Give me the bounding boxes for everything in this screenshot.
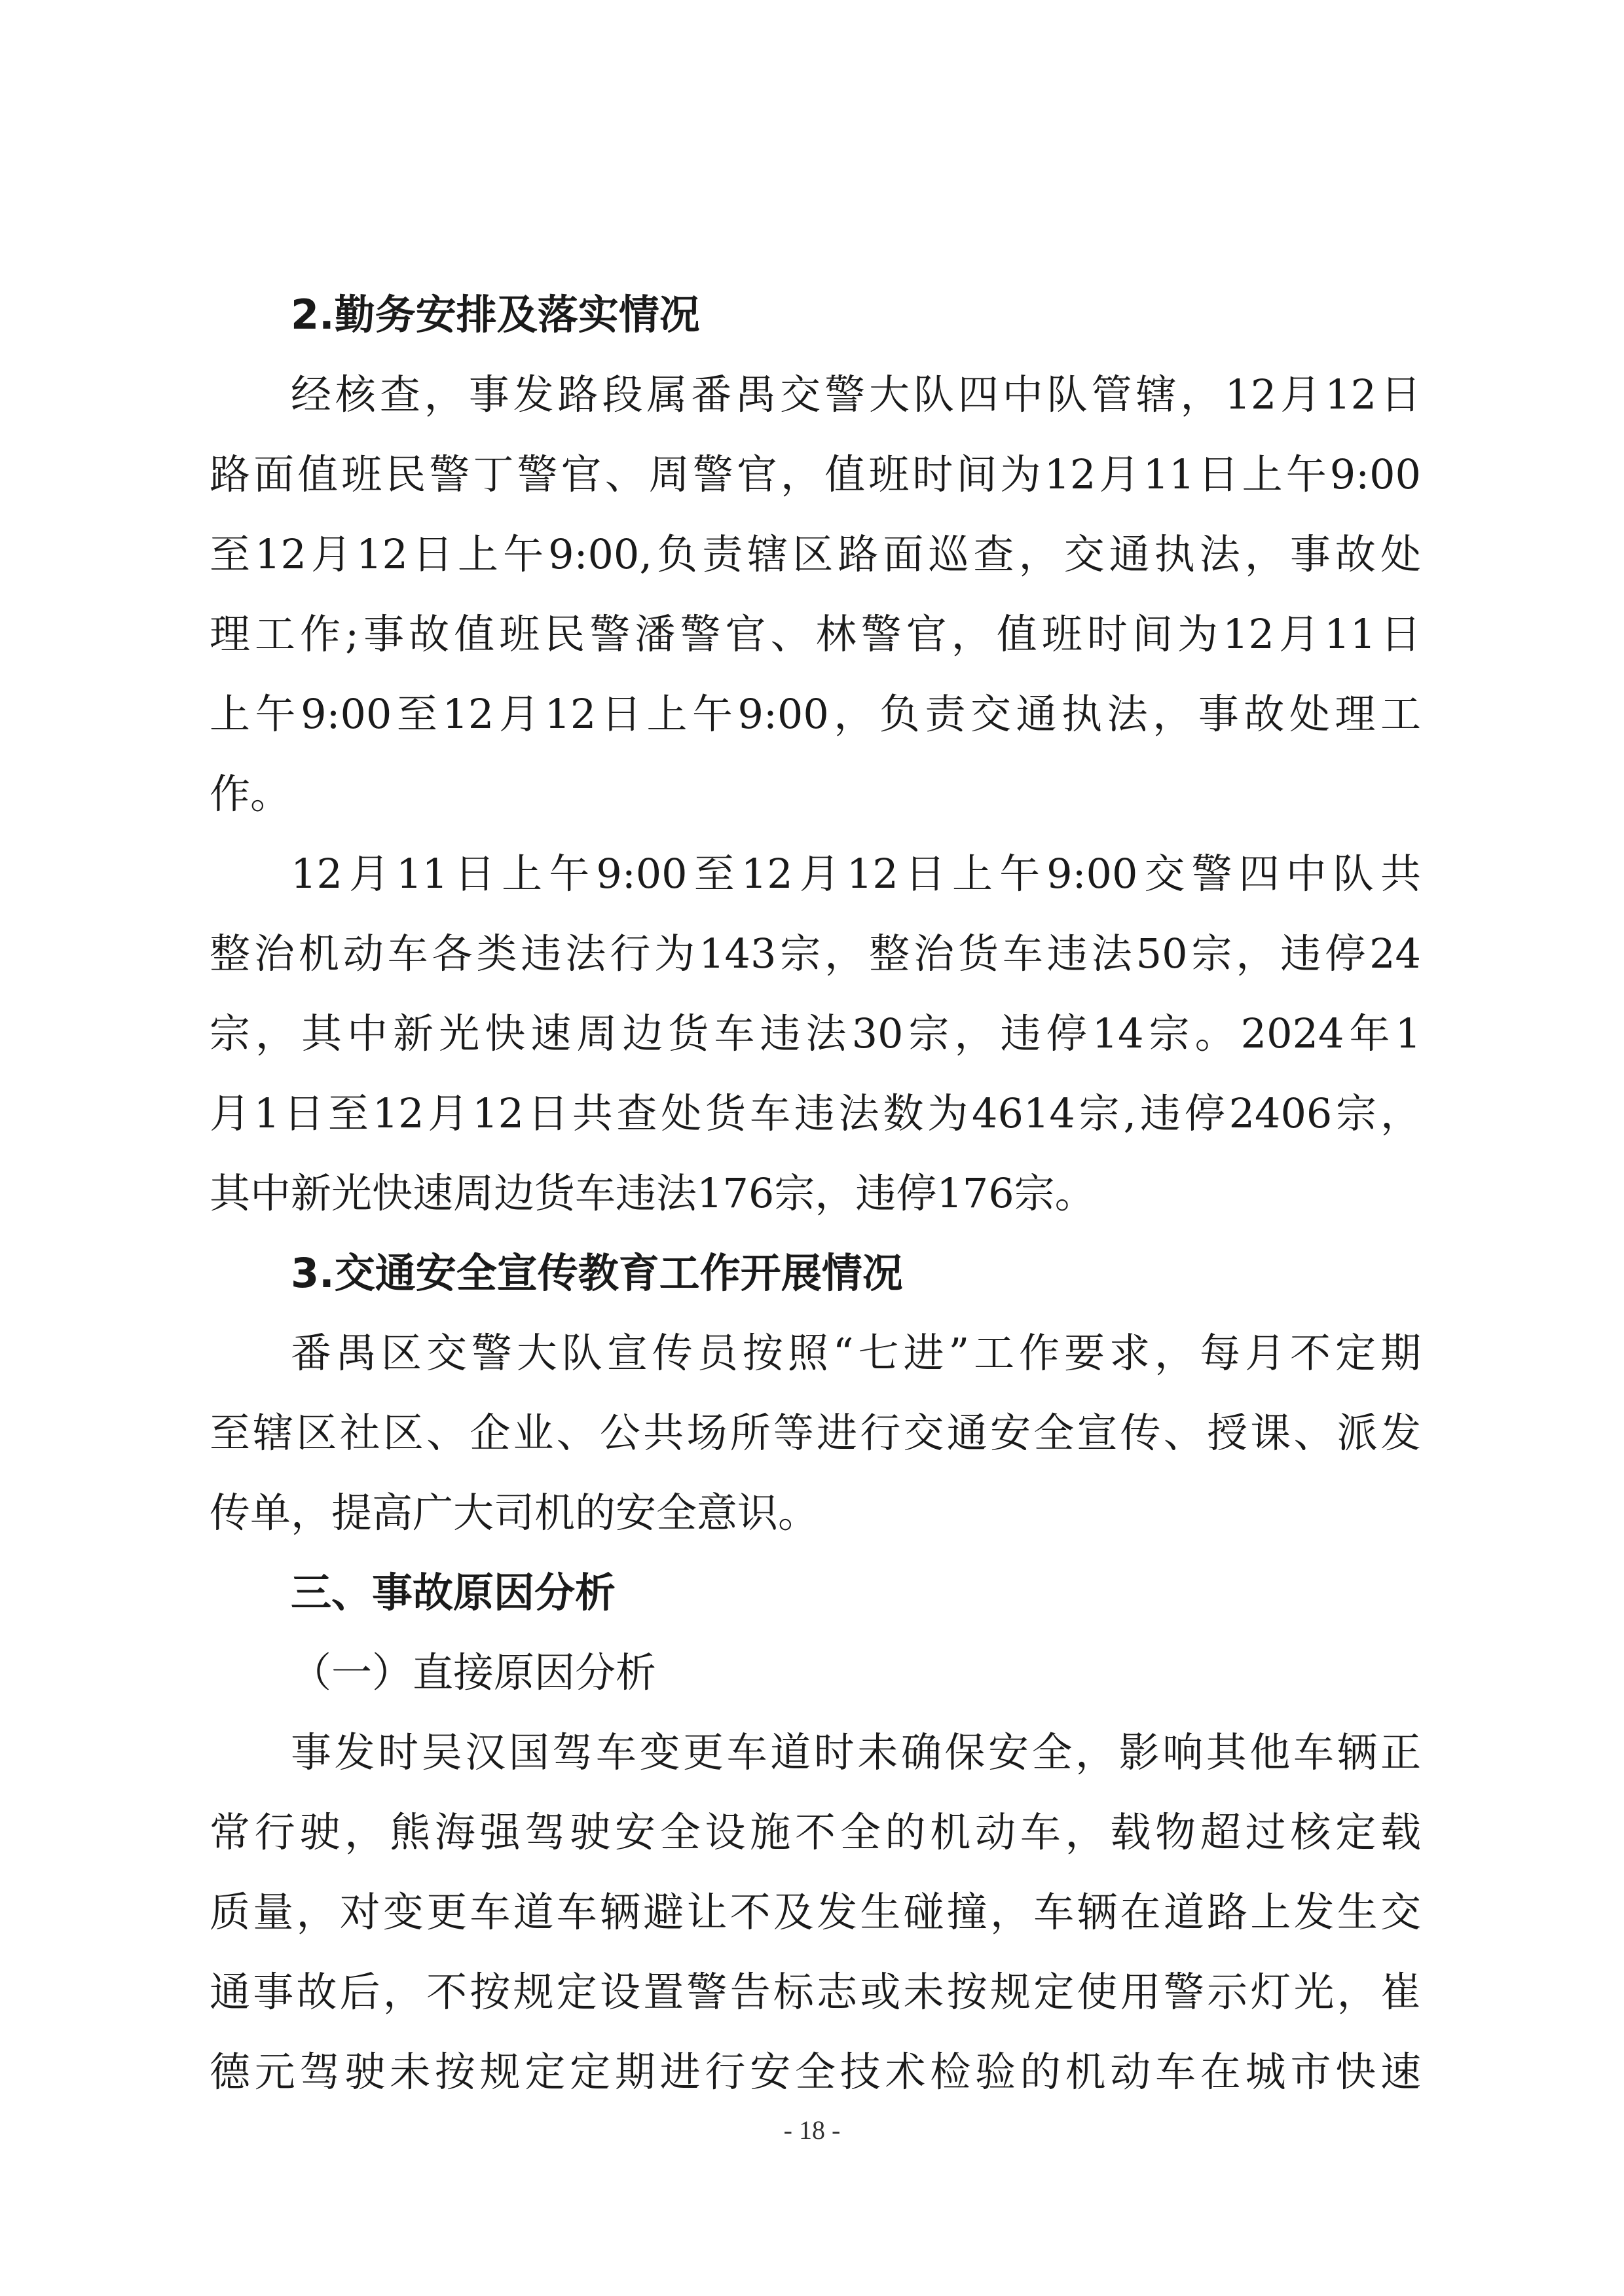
paragraph-line: 质量，对变更车道车辆避让不及发生碰撞，车辆在道路上发生交 xyxy=(210,1888,1421,1936)
paragraph-line: 上午9:00至12月12日上午9:00，负责交通执法，事故处理工 xyxy=(210,690,1421,738)
page-number: - 18 - xyxy=(783,2115,841,2145)
paragraph-line: 常行驶，熊海强驾驶安全设施不全的机动车，载物超过核定载 xyxy=(210,1808,1421,1856)
paragraph-line: 路面值班民警丁警官、周警官，值班时间为12月11日上午9:00 xyxy=(210,450,1421,498)
paragraph-line: 德元驾驶未按规定定期进行安全技术检验的机动车在城市快速 xyxy=(210,2048,1421,2096)
paragraph-first-line: 事发时吴汉国驾车变更车道时未确保安全，影响其他车辆正 xyxy=(291,1728,1421,1776)
subsection-heading: （一）直接原因分析 xyxy=(291,1649,657,1696)
paragraph-last-line: 作。 xyxy=(210,770,291,818)
paragraph-line: 理工作;事故值班民警潘警官、林警官，值班时间为12月11日 xyxy=(210,610,1421,658)
paragraph-line: 宗，其中新光快速周边货车违法30宗，违停14宗。2024年1 xyxy=(210,1010,1421,1057)
paragraph-first-line: 番禺区交警大队宣传员按照“七进”工作要求，每月不定期 xyxy=(291,1329,1421,1377)
paragraph-last-line: 其中新光快速周边货车违法176宗，违停176宗。 xyxy=(210,1169,1096,1217)
section-heading: 2.勤务安排及落实情况 xyxy=(291,291,700,338)
paragraph-line: 月1日至12月12日共查处货车违法数为4614宗,违停2406宗， xyxy=(210,1089,1421,1137)
paragraph-first-line: 经核查，事发路段属番禺交警大队四中队管辖，12月12日 xyxy=(291,371,1421,418)
section-heading: 三、事故原因分析 xyxy=(291,1569,616,1616)
paragraph-first-line: 12月11日上午9:00至12月12日上午9:00交警四中队共 xyxy=(291,850,1421,898)
section-heading: 3.交通安全宣传教育工作开展情况 xyxy=(291,1249,903,1297)
paragraph-line: 至辖区社区、企业、公共场所等进行交通安全宣传、授课、派发 xyxy=(210,1409,1421,1457)
document-body xyxy=(210,275,1421,2112)
paragraph-last-line: 传单，提高广大司机的安全意识。 xyxy=(210,1489,819,1537)
paragraph-line: 通事故后，不按规定设置警告标志或未按规定使用警示灯光，崔 xyxy=(210,1968,1421,2016)
paragraph-line: 至12月12日上午9:00,负责辖区路面巡查，交通执法，事故处 xyxy=(210,530,1421,578)
paragraph-line: 整治机动车各类违法行为143宗，整治货车违法50宗，违停24 xyxy=(210,930,1421,977)
